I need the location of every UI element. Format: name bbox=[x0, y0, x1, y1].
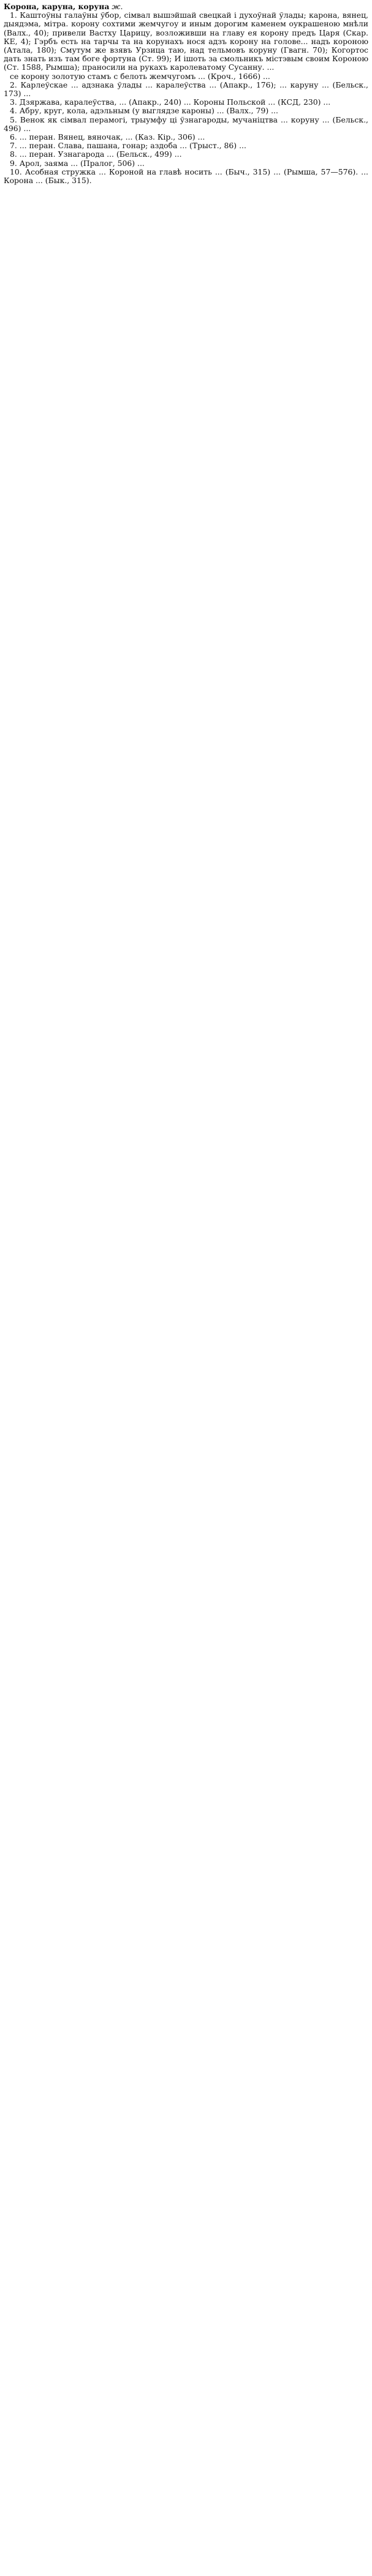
paragraph-9: 8. ... перан. Узнагарода ... (Бельск., 499) ... bbox=[10, 149, 182, 159]
headword: Корона, каруна, коруна bbox=[4, 2, 110, 11]
paragraph-4: 3. Дзяржава, каралеўства, ... (Апакр., 240) ... Короны Польской ... (КСД, 230) ... bbox=[10, 97, 331, 107]
paragraph-1: 1. Каштоўны галаўны ўбор, сімвал вышэйшай свецкай і духоўнай ўлады; карона, вянец, дыядэма, мітра. корону сохтими жемчугоу и иным дорогим каменем оукрашеною мнѣли (Валх., 40); привели Вастху Царицу, возложивши на главу ея корону предъ Царя (Скар. КЕ, 4); Гэрбъ есть на тарчы та на корунахъ нося адзъ корону на голове... надъ короною (Атала, 180); Смутум же взявъ Урзица таю, над тельмовъ коруну (Гвагн. 70); Когортос дать знать изъ там боге фортуна (Ст. 99); И ішоть за смольникъ містэвым своим Короною (Ст. 1588, Рымша); праносили на рукахъ каролеватому Сусанну. ... bbox=[4, 10, 368, 72]
paragraph-2: се корону золотую стамъ с белоть жемчугомъ ... (Кроч., 1666) ... bbox=[10, 71, 270, 81]
paragraph-5: 4. Абру, круг, кола, адэльным (у выглядзе кароны) ... (Валх., 79) ... bbox=[10, 106, 278, 116]
paragraph-7: 6. ... перан. Вянец, вяночак, ... (Каз. Кір., 306) ... bbox=[10, 132, 205, 142]
paragraph-8: 7. ... перан. Слава, пашана, гонар; аздоба ... (Трыст., 86) ... bbox=[10, 141, 246, 151]
dictionary-page bbox=[0, 0, 372, 187]
dictionary-entry bbox=[4, 2, 368, 185]
paragraph-10: 9. Арол, заяма ... (Пралог, 506) ... bbox=[10, 158, 145, 168]
entry-head bbox=[4, 2, 368, 11]
grammar-label: ж. bbox=[112, 2, 123, 11]
paragraph-11: 10. Асобная стружка ... Короной на главѣ носить ... (Быч., 315) ... (Рымша, 57—576). ... Корона ... (Бык., 315). bbox=[4, 167, 368, 186]
paragraph-3: 2. Карлеўскае ... адзнака ўлады ... каралеўства ... (Апакр., 176); ... каруну ... (Бельск., 173) ... bbox=[4, 80, 368, 99]
paragraph-6: 5. Венок як сімвал перамогі, трыумфу ці ўзнагароды, мучаніцтва ... коруну ... (Бельск., 496) ... bbox=[4, 115, 368, 133]
